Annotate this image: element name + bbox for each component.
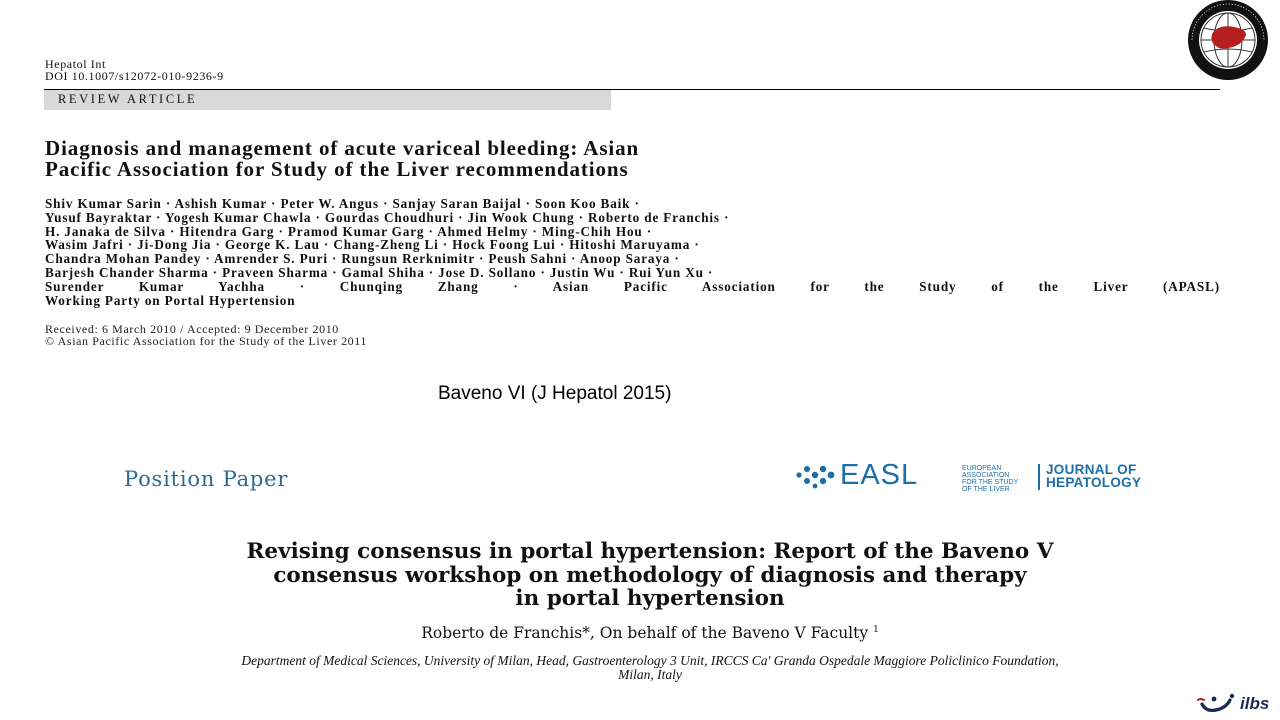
journal-name: Hepatol Int: [45, 57, 106, 71]
affiliation-line: Milan, Italy: [618, 667, 682, 682]
baveno-title: [110, 540, 1190, 611]
journal-line: HEPATOLOGY: [1046, 475, 1142, 490]
affiliation: [118, 654, 1182, 682]
slide-caption: Baveno VI (J Hepatol 2015): [438, 383, 672, 404]
ilbs-logo: [1196, 690, 1280, 720]
author-line: Surender Kumar Yachha · Chunqing Zhang · Asian Pacific Association for the Study of the Liver (APASL): [45, 278, 1220, 294]
baveno-title-line: Revising consensus in portal hypertension: Report of the Baveno V: [246, 539, 1054, 564]
received-dates: Received: 6 March 2010 / Accepted: 9 December 2010: [45, 322, 339, 336]
ilbs-wordmark: ilbs: [1240, 694, 1270, 713]
author-line: Shiv Kumar Sarin · Ashish Kumar · Peter W. Angus · Sanjay Saran Baijal · Soon Koo Baik ·: [45, 196, 640, 211]
easl-subtitle: [962, 465, 1037, 493]
easl-journal-logo: [795, 459, 1180, 493]
doi: DOI 10.1007/s12072-010-9236-9: [45, 69, 224, 83]
article-type-bar: [44, 90, 611, 110]
author-list: [45, 197, 1220, 307]
easl-divider: [1038, 464, 1040, 490]
journal-of-hepatology: [1046, 463, 1141, 489]
affiliation-line: Department of Medical Sciences, University of Milan, Head, Gastroenterology 3 Unit, IRCCS Ca' Granda Ospedale Maggiore Policlinico Foundation,: [241, 653, 1059, 668]
paper-title: [45, 138, 1145, 180]
author-line: Barjesh Chander Sharma · Praveen Sharma · Gamal Shiha · Jose D. Sollano · Justin Wu · Rui Yun Xu ·: [45, 264, 714, 280]
byline-text: Roberto de Franchis*, On behalf of the Baveno V Faculty: [421, 624, 869, 642]
copyright: © Asian Pacific Association for the Study of the Liver 2011: [45, 334, 368, 348]
article-type: REVIEW ARTICLE: [58, 92, 198, 106]
author-line: Yusuf Bayraktar · Yogesh Kumar Chawla · Gourdas Choudhuri · Jin Wook Chung · Roberto de Franchis ·: [45, 209, 730, 225]
author-line: Wasim Jafri · Ji-Dong Jia · George K. Lau · Chang-Zheng Li · Hock Foong Lui · Hitoshi Maruyama ·: [45, 237, 700, 253]
easl-subtitle-line: EUROPEAN: [962, 465, 1002, 472]
byline-superscript: 1: [873, 625, 879, 635]
easl-subtitle-line: ASSOCIATION: [962, 472, 1010, 479]
easl-wordmark: EASL: [840, 459, 919, 491]
section-label: Position Paper: [124, 467, 289, 491]
easl-subtitle-line: OF THE LIVER: [962, 486, 1010, 493]
paper-title-line: Pacific Association for Study of the Liver recommendations: [45, 157, 629, 181]
author-line: Chandra Mohan Pandey · Amrender S. Puri · Rungsun Rerknimitr · Peush Sahni · Anoop Saraya ·: [45, 251, 680, 267]
baveno-title-line: in portal hypertension: [515, 586, 785, 611]
easl-dots-icon: [795, 464, 839, 490]
paper-title-line: Diagnosis and management of acute variceal bleeding: Asian: [45, 136, 640, 160]
baveno-title-line: consensus workshop on methodology of diagnosis and therapy: [273, 562, 1027, 588]
apasl-liver-seal-logo: [1176, 0, 1280, 80]
easl-subtitle-line: FOR THE STUDY: [962, 479, 1019, 486]
byline: [110, 624, 1190, 642]
journal-line: JOURNAL OF: [1046, 462, 1137, 477]
ilbs-emblem-icon: [1196, 690, 1240, 720]
author-line: H. Janaka de Silva · Hitendra Garg · Pramod Kumar Garg · Ahmed Helmy · Ming-Chih Hou ·: [45, 223, 652, 239]
author-line: Working Party on Portal Hypertension: [45, 292, 296, 308]
